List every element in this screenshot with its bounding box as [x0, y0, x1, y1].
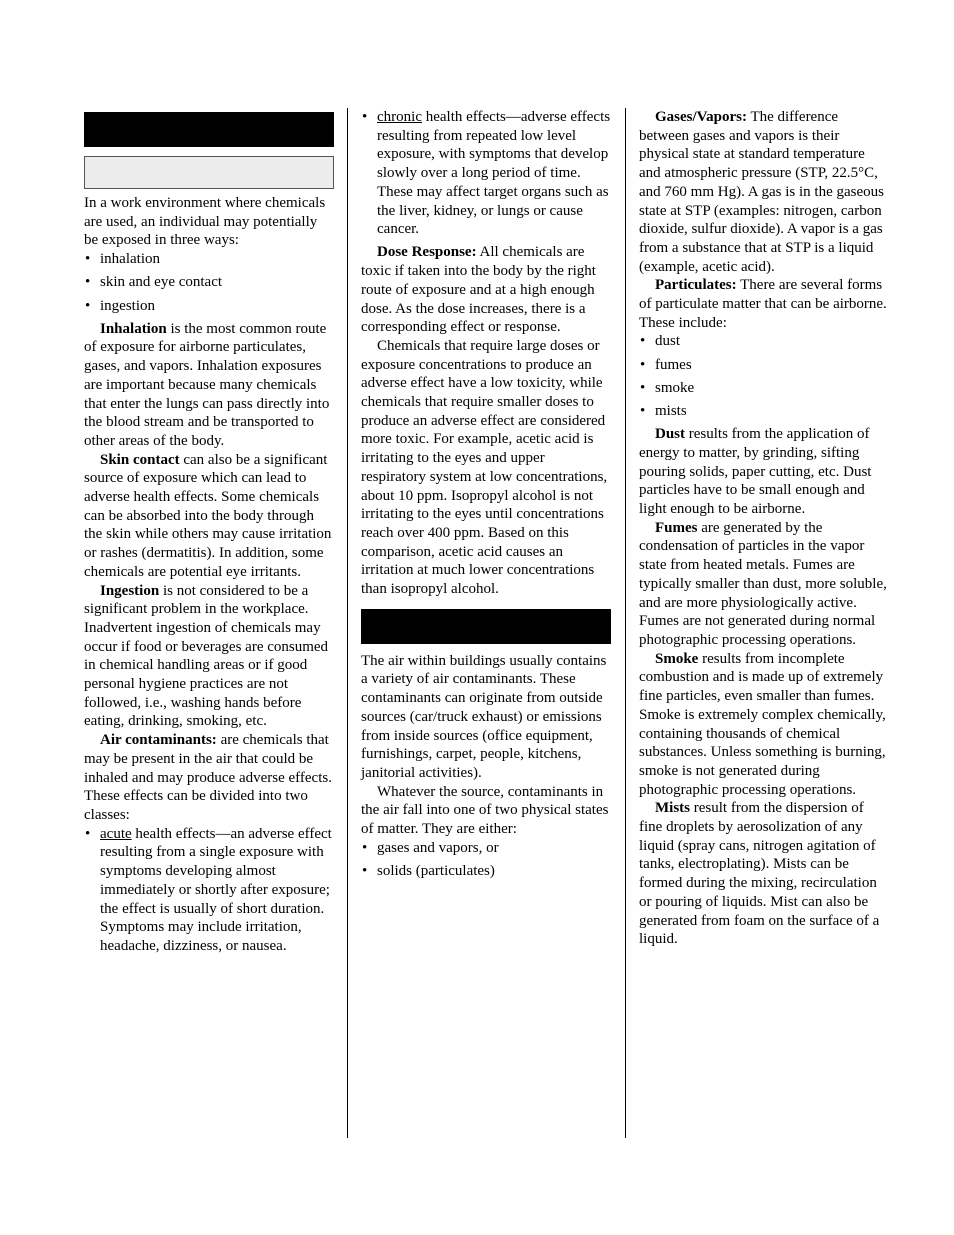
subsection-heading-bar — [84, 156, 334, 189]
term: Dose Response: — [377, 244, 477, 261]
term: acute — [100, 825, 132, 842]
list-item — [84, 825, 334, 956]
body-text: health effects—an adverse effect resulting from a single exposure with symptoms developing almost immediately or shortly after exposure; the effect is usually of short duration. Symptoms may include irritation, headache, dizziness, or nausea. — [100, 825, 332, 954]
smoke-paragraph — [639, 650, 889, 800]
body-text: All chemicals are toxic if taken into the body by the right route of exposure and at a high enough dose. As the dose increases, there is a corresponding effect or response. — [361, 244, 596, 336]
physical-states-list — [361, 839, 611, 881]
body-text: health effects—adverse effects resulting from repeated low level exposure, with symptoms that develop slowly over a long period of time. These may affect target organs such as the liver, kidney, or lungs or cause cancer. — [377, 109, 611, 238]
section-heading-bar — [84, 112, 334, 147]
list-item: • fumes — [639, 356, 889, 375]
term: Skin contact — [100, 451, 180, 468]
list-item — [361, 108, 611, 239]
list-item: • solids (particulates) — [361, 862, 611, 881]
list-item: • skin and eye contact — [84, 273, 334, 292]
air-within-paragraph: The air within buildings usually contains a variety of air contaminants. These contaminants can originate from outside sources (car/truck exhaust) or emissions from inside sources (office equipment, furnishings, carpet, people, kitchens, janitorial activities). — [361, 652, 607, 781]
health-effects-list — [84, 825, 334, 956]
exposure-routes-list — [84, 250, 334, 315]
list-item: • inhalation — [84, 250, 334, 269]
list-item: • smoke — [639, 379, 889, 398]
term: chronic — [377, 109, 422, 125]
term: Particulates: — [655, 277, 737, 294]
term: Mists — [655, 800, 690, 817]
body-text: can also be a significant source of exposure which can lead to adverse health effects. Some chemicals can be absorbed into the body through the skin while others may cause irritation or rashes (dermatitis). In addition, some chemicals are potential eye irritants. — [84, 451, 332, 580]
column-divider — [347, 108, 348, 1138]
list-item: • dust — [639, 332, 889, 351]
body-text: is the most common route of exposure for airborne particulates, gases, and vapors. Inhalation exposures are important because many chemicals that enter the lungs can pass directly into the blood stream and be transported to other areas of the body. — [84, 320, 330, 449]
dust-paragraph — [639, 425, 889, 519]
fumes-paragraph — [639, 519, 889, 650]
gases-vapors-paragraph — [639, 108, 889, 276]
column-3 — [639, 108, 889, 949]
section-heading-bar — [361, 609, 611, 644]
list-item: • mists — [639, 402, 889, 421]
skin-contact-paragraph — [84, 451, 334, 582]
body-text: are chemicals that may be present in the air that could be inhaled and may produce adverse effects. These effects can be divided into two classes: — [84, 732, 332, 823]
ingestion-paragraph — [84, 582, 334, 732]
term: Dust — [655, 426, 686, 443]
column-divider — [625, 108, 626, 1138]
term: Smoke — [655, 650, 699, 667]
body-text: is not considered to be a significant problem in the workplace. Inadvertent ingestion of chemicals may occur if food or beverages are consumed in chemical handling areas or if good personal hygiene practices are not followed, i.e., washing hands before eating, drinking, smoking, etc. — [84, 582, 329, 730]
particulate-forms-list — [639, 332, 889, 420]
body-text: The difference between gases and vapors is their physical state at standard temperature and atmospheric pressure (STP, 22.5°C, and 760 mm Hg). A gas is in the gaseous state at STP (examples: nitrogen, carbon dioxide, sulfur dioxide). A vapor is a gas from a substance that at STP is a liquid (example, acetic acid). — [639, 109, 884, 275]
intro-paragraph: In a work environment where chemicals are used, an individual may potentially be exposed in three ways: — [84, 195, 326, 249]
list-item: • ingestion — [84, 297, 334, 316]
column-1 — [84, 108, 334, 960]
term: Ingestion — [100, 582, 160, 599]
body-text: There are several forms of particulate matter that can be airborne. These include: — [639, 277, 887, 331]
term: Fumes — [655, 519, 698, 536]
toxicity-paragraph: Chemicals that require large doses or exposure concentrations to produce an adverse effect have a low toxicity, while chemicals that require smaller doses to produce an adverse effect are considered more toxic. For example, acetic acid is irritating to the eyes and upper respiratory system at low concentrations, about 10 ppm. Isopropyl alcohol is not irritating to the eyes until concentrations reach over 400 ppm. Based on this comparison, acetic acid causes an irritation at much lower concentrations than isopropyl alcohol. — [361, 337, 608, 598]
air-contaminants-paragraph — [84, 731, 334, 825]
body-text: results from the application of energy to matter, by grinding, sifting pouring solids, paper cutting, etc. Dust particles have to be small enough and light enough to be airborne. — [639, 426, 872, 518]
dose-response-paragraph — [361, 243, 611, 337]
particulates-paragraph — [639, 276, 889, 332]
health-effects-list-continued — [361, 108, 611, 239]
term: Inhalation — [100, 320, 167, 337]
column-2 — [361, 108, 611, 885]
term: Air contaminants: — [100, 732, 217, 749]
mists-paragraph — [639, 799, 889, 949]
body-text: are generated by the condensation of particles in the vapor state from heated metals. Fumes are typically smaller than dust, more soluble, and are more physiologically active. Fumes are not generated during normal photographic processing operations. — [639, 519, 887, 648]
inhalation-paragraph — [84, 320, 334, 451]
whatever-source-paragraph: Whatever the source, contaminants in the air fall into one of two physical states of matter. They are either: — [361, 783, 609, 838]
term: Gases/Vapors: — [655, 109, 747, 125]
body-text: results from incomplete combustion and is made up of extremely fine particles, even smaller than fumes. Smoke is extremely complex chemically, containing thousands of chemical substances. Unless something is burning, smoke is not generated during photographic processing operations. — [639, 650, 886, 798]
list-item: • gases and vapors, or — [361, 839, 611, 858]
body-text: result from the dispersion of fine droplets by aerosolization of any liquid (spray cans, nitrogen agitation of tanks, electroplating). Mists can be formed during the mixing, recirculation or pouring of liquids. Mist can also be generated from foam on the surface of a liquid. — [639, 800, 880, 948]
